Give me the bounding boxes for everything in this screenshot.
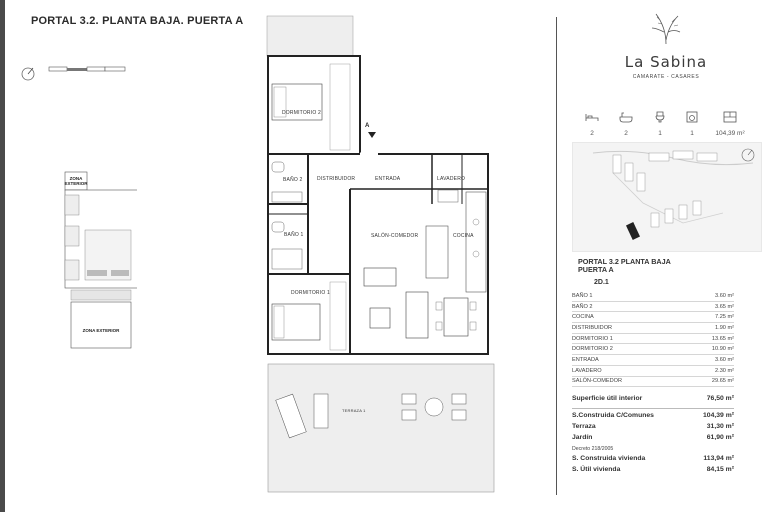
room-label-terraza: TERRAZA 1 <box>342 408 366 413</box>
area-row <box>572 377 734 388</box>
page-title: PORTAL 3.2. PLANTA BAJA. PUERTA A <box>31 15 244 27</box>
area-name: COCINA <box>572 314 594 321</box>
unit-code: 2D.1 <box>594 279 609 286</box>
room-label-bano-1: BAÑO 1 <box>284 232 304 238</box>
toilet-icon <box>653 111 667 123</box>
terraza-row <box>572 423 734 430</box>
area-name: SALÓN-COMEDOR <box>572 378 623 385</box>
decree-note: Decreto 218/2005 <box>572 446 614 452</box>
room-label-dormitorio-2: DORMITORIO 2 <box>282 110 321 116</box>
area-value: 3.65 m² <box>715 303 734 310</box>
area-row <box>572 323 734 334</box>
jardin-row <box>572 434 734 441</box>
room-label-distribuidor: DISTRIBUIDOR <box>317 176 356 182</box>
area-name: ENTRADA <box>572 356 599 363</box>
area-row <box>572 334 734 345</box>
brand-name: La Sabina <box>624 53 708 71</box>
feature-toilets: 1 <box>647 110 673 137</box>
room-label-lavadero: LAVADERO <box>437 176 466 182</box>
util-vivienda-value: 84,15 m² <box>706 466 734 473</box>
site-map-drawing <box>573 143 763 253</box>
construida-vivienda-value: 113,94 m² <box>703 455 734 462</box>
construida-vivienda-label: S. Construida vivienda <box>572 455 646 462</box>
area-name: DORMITORIO 1 <box>572 335 613 342</box>
jardin-value: 61,90 m² <box>706 434 734 441</box>
room-label-entrada: ENTRADA <box>375 176 401 182</box>
table-rule <box>572 408 734 409</box>
util-vivienda-row <box>572 466 734 473</box>
feature-bathrooms: 2 <box>613 110 639 137</box>
area-value: 2.30 m² <box>715 367 734 374</box>
jardin-label: Jardín <box>572 434 593 441</box>
area-name: LAVADERO <box>572 367 602 374</box>
util-interior-value: 76,50 m² <box>706 395 734 402</box>
area-value: 10.90 m² <box>711 346 734 353</box>
area-value: 1.90 m² <box>715 324 734 331</box>
feature-area: 104,39 m² <box>713 110 747 137</box>
north-compass-icon <box>19 64 39 84</box>
areas-table <box>572 291 734 387</box>
feature-laundry: 1 <box>679 110 705 137</box>
area-row <box>572 355 734 366</box>
panel-divider <box>556 17 557 495</box>
area-name: BAÑO 2 <box>572 303 593 310</box>
terraza-value: 31,30 m² <box>706 423 734 430</box>
terraza-label: Terraza <box>572 423 596 430</box>
brand-location: CAMARATE - CASARES <box>632 74 700 80</box>
section-marker: A <box>365 123 370 129</box>
apartment-floor-plan <box>260 14 500 494</box>
area-value: 7.25 m² <box>715 314 734 321</box>
laundry-icon <box>685 111 699 123</box>
sabina-plant-icon <box>648 10 684 46</box>
unit-title-line2: PUERTA A <box>578 265 614 274</box>
area-icon <box>723 111 737 123</box>
bed-icon <box>585 111 599 123</box>
area-row <box>572 312 734 323</box>
floor-plan-sheet <box>5 0 782 512</box>
area-row <box>572 291 734 302</box>
feature-bedrooms: 2 <box>579 110 605 137</box>
construida-vivienda-row <box>572 455 734 462</box>
area-value: 3.60 m² <box>715 356 734 363</box>
area-value: 29.65 m² <box>711 378 734 385</box>
util-vivienda-label: S. Útil vivienda <box>572 466 621 473</box>
unit-title-line1: PORTAL 3.2 PLANTA BAJA <box>578 257 671 266</box>
room-label-cocina: COCINA <box>453 233 474 239</box>
area-row <box>572 302 734 313</box>
construida-label: S.Construida C/Comunes <box>572 412 654 419</box>
site-location-map <box>572 142 762 252</box>
construida-value: 104,39 m² <box>703 412 734 419</box>
area-row <box>572 366 734 377</box>
area-name: BAÑO 1 <box>572 292 593 299</box>
brand-logo <box>623 10 709 80</box>
area-value: 3.60 m² <box>715 292 734 299</box>
zone-exterior-top-label: ZONA EXTERIOR <box>64 176 88 186</box>
bathtub-icon <box>619 111 633 123</box>
unit-title <box>578 258 671 274</box>
util-interior-label: Superficie útil interior <box>572 395 643 402</box>
area-row <box>572 344 734 355</box>
area-value: 13.65 m² <box>711 335 734 342</box>
room-label-bano-2: BAÑO 2 <box>283 177 303 183</box>
area-name: DISTRIBUIDOR <box>572 324 613 331</box>
util-interior-row <box>572 395 734 402</box>
room-label-dormitorio-1: DORMITORIO 1 <box>291 290 330 296</box>
area-name: DORMITORIO 2 <box>572 346 613 353</box>
room-label-salon-comedor: SALÓN-COMEDOR <box>371 233 419 239</box>
construida-row <box>572 412 734 419</box>
building-keyplan-icon <box>47 64 129 78</box>
zone-exterior-bottom-label: ZONA EXTERIOR <box>82 328 120 333</box>
